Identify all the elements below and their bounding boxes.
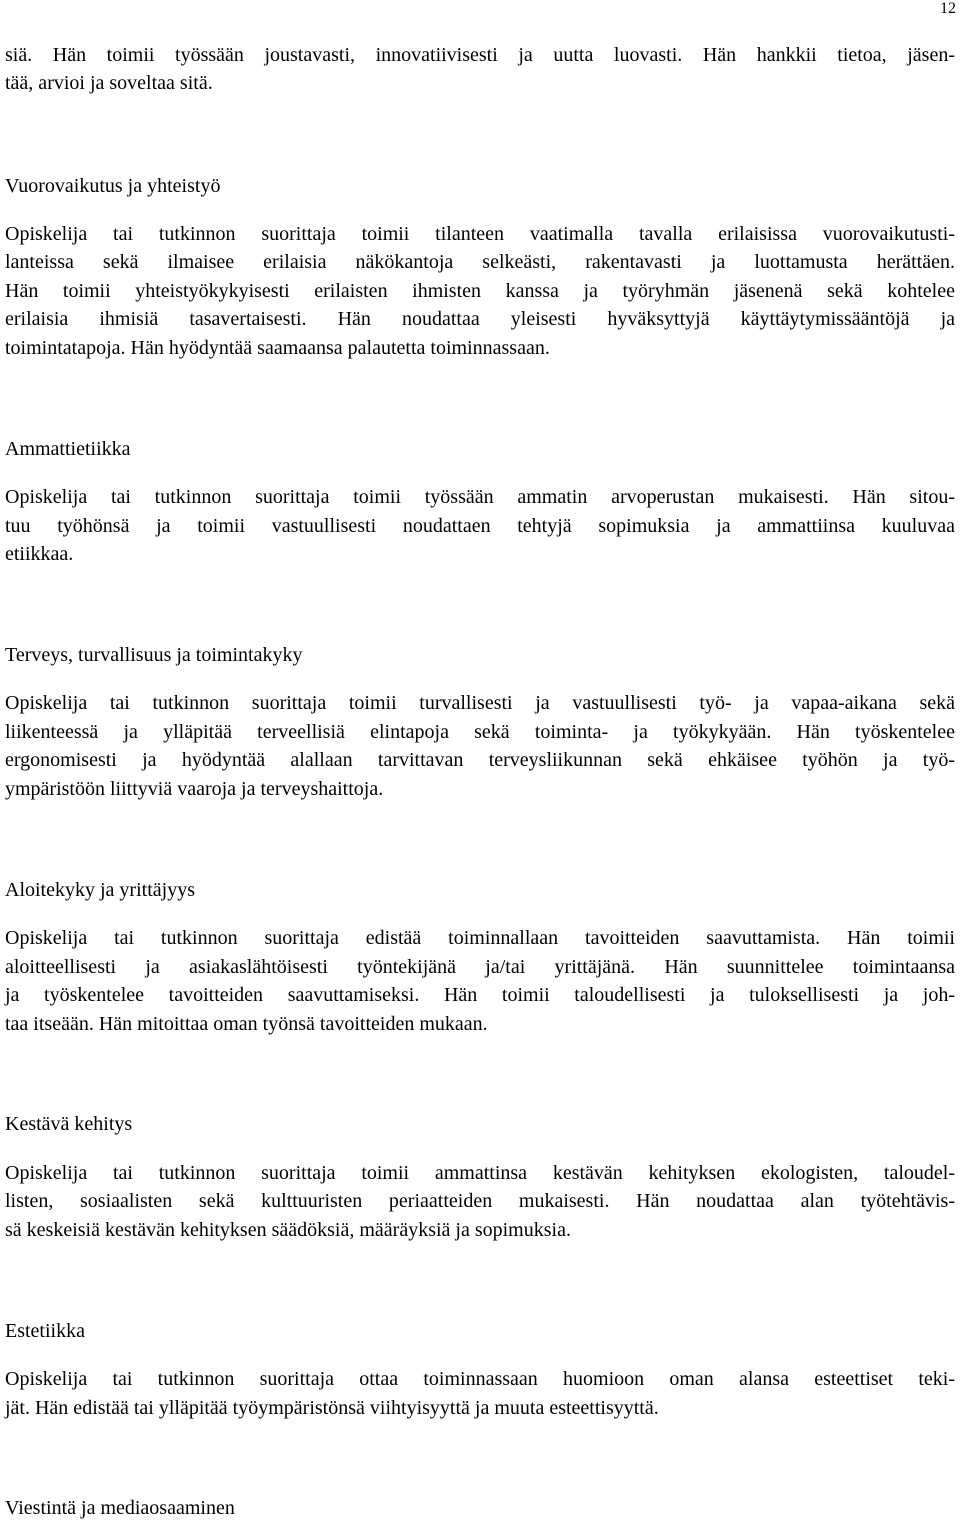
paragraph-line: tää, arvioi ja soveltaa sitä.	[5, 72, 213, 94]
paragraph-line: Opiskelija tai tutkinnon suorittaja toimii turvallisesti ja vastuullisesti työ- ja vapaa-aikana sekä	[5, 692, 955, 714]
paragraph-line: jät. Hän edistää tai ylläpitää työympäristönsä viihtyisyyttä ja muuta esteettisyyttä.	[5, 1397, 659, 1419]
paragraph-line: lanteissa sekä ilmaisee erilaisia näkökantoja selkeästi, rakentavasti ja luottamusta herättäen.	[5, 251, 955, 273]
section-heading: Kestävä kehitys	[5, 1113, 133, 1135]
paragraph-line: taa itseään. Hän mitoittaa oman työnsä tavoitteiden mukaan.	[5, 1013, 488, 1035]
section-heading: Estetiikka	[5, 1320, 85, 1342]
paragraph-line: ympäristöön liittyviä vaaroja ja terveyshaittoja.	[5, 778, 384, 800]
paragraph-line: Hän toimii yhteistyökykyisesti erilaisten ihmisten kanssa ja työryhmän jäsenenä sekä kohtelee	[5, 280, 955, 302]
section-heading: Ammattietiikka	[5, 438, 131, 460]
section-heading: Terveys, turvallisuus ja toimintakyky	[5, 644, 303, 666]
paragraph-line: Opiskelija tai tutkinnon suorittaja ottaa toiminnassaan huomioon oman alansa esteettiset teki-	[5, 1368, 955, 1390]
paragraph-line: ja työskentelee tavoitteiden saavuttamiseksi. Hän toimii taloudellisesti ja tuloksellisesti ja joh-	[5, 984, 955, 1006]
paragraph-line: toimintatapoja. Hän hyödyntää saamaansa palautetta toiminnassaan.	[5, 337, 550, 359]
section-heading: Vuorovaikutus ja yhteistyö	[5, 175, 221, 197]
paragraph-line: sä keskeisiä kestävän kehityksen säädöksiä, määräyksiä ja sopimuksia.	[5, 1219, 571, 1241]
paragraph-line: tuu työhönsä ja toimii vastuullisesti noudattaen tehtyjä sopimuksia ja ammattiinsa kuuluvaa	[5, 515, 955, 537]
section-heading: Aloitekyky ja yrittäjyys	[5, 879, 195, 901]
paragraph-line: liikenteessä ja ylläpitää terveellisiä elintapoja sekä toiminta- ja työkykyään. Hän työskentelee	[5, 721, 955, 743]
paragraph-line: Opiskelija tai tutkinnon suorittaja edistää toiminnallaan tavoitteiden saavuttamista. Hän toimii	[5, 927, 955, 949]
paragraph-line: Opiskelija tai tutkinnon suorittaja toimii työssään ammatin arvoperustan mukaisesti. Hän sitou-	[5, 486, 955, 508]
paragraph-line: ergonomisesti ja hyödyntää alallaan tarvittavan terveysliikunnan sekä ehkäisee työhön ja työ-	[5, 749, 955, 771]
paragraph-line: etiikkaa.	[5, 543, 74, 565]
paragraph-line: Opiskelija tai tutkinnon suorittaja toimii ammattinsa kestävän kehityksen ekologisten, taloudel-	[5, 1162, 955, 1184]
paragraph-line: erilaisia ihmisiä tasavertaisesti. Hän noudattaa yleisesti hyväksyttyjä käyttäytymissääntöjä ja	[5, 308, 955, 330]
page-number: 12	[940, 0, 956, 17]
paragraph-line: siä. Hän toimii työssään joustavasti, innovatiivisesti ja uutta luovasti. Hän hankkii tietoa, jäsen-	[5, 44, 955, 66]
section-heading: Viestintä ja mediaosaaminen	[5, 1497, 235, 1519]
paragraph-line: listen, sosiaalisten sekä kulttuuristen periaatteiden mukaisesti. Hän noudattaa alan työtehtävis-	[5, 1190, 955, 1212]
paragraph-line: Opiskelija tai tutkinnon suorittaja toimii tilanteen vaatimalla tavalla erilaisissa vuorovaikutusti-	[5, 223, 955, 245]
paragraph-line: aloitteellisesti ja asiakaslähtöisesti työntekijänä ja/tai yrittäjänä. Hän suunnittelee toimintaansa	[5, 956, 955, 978]
